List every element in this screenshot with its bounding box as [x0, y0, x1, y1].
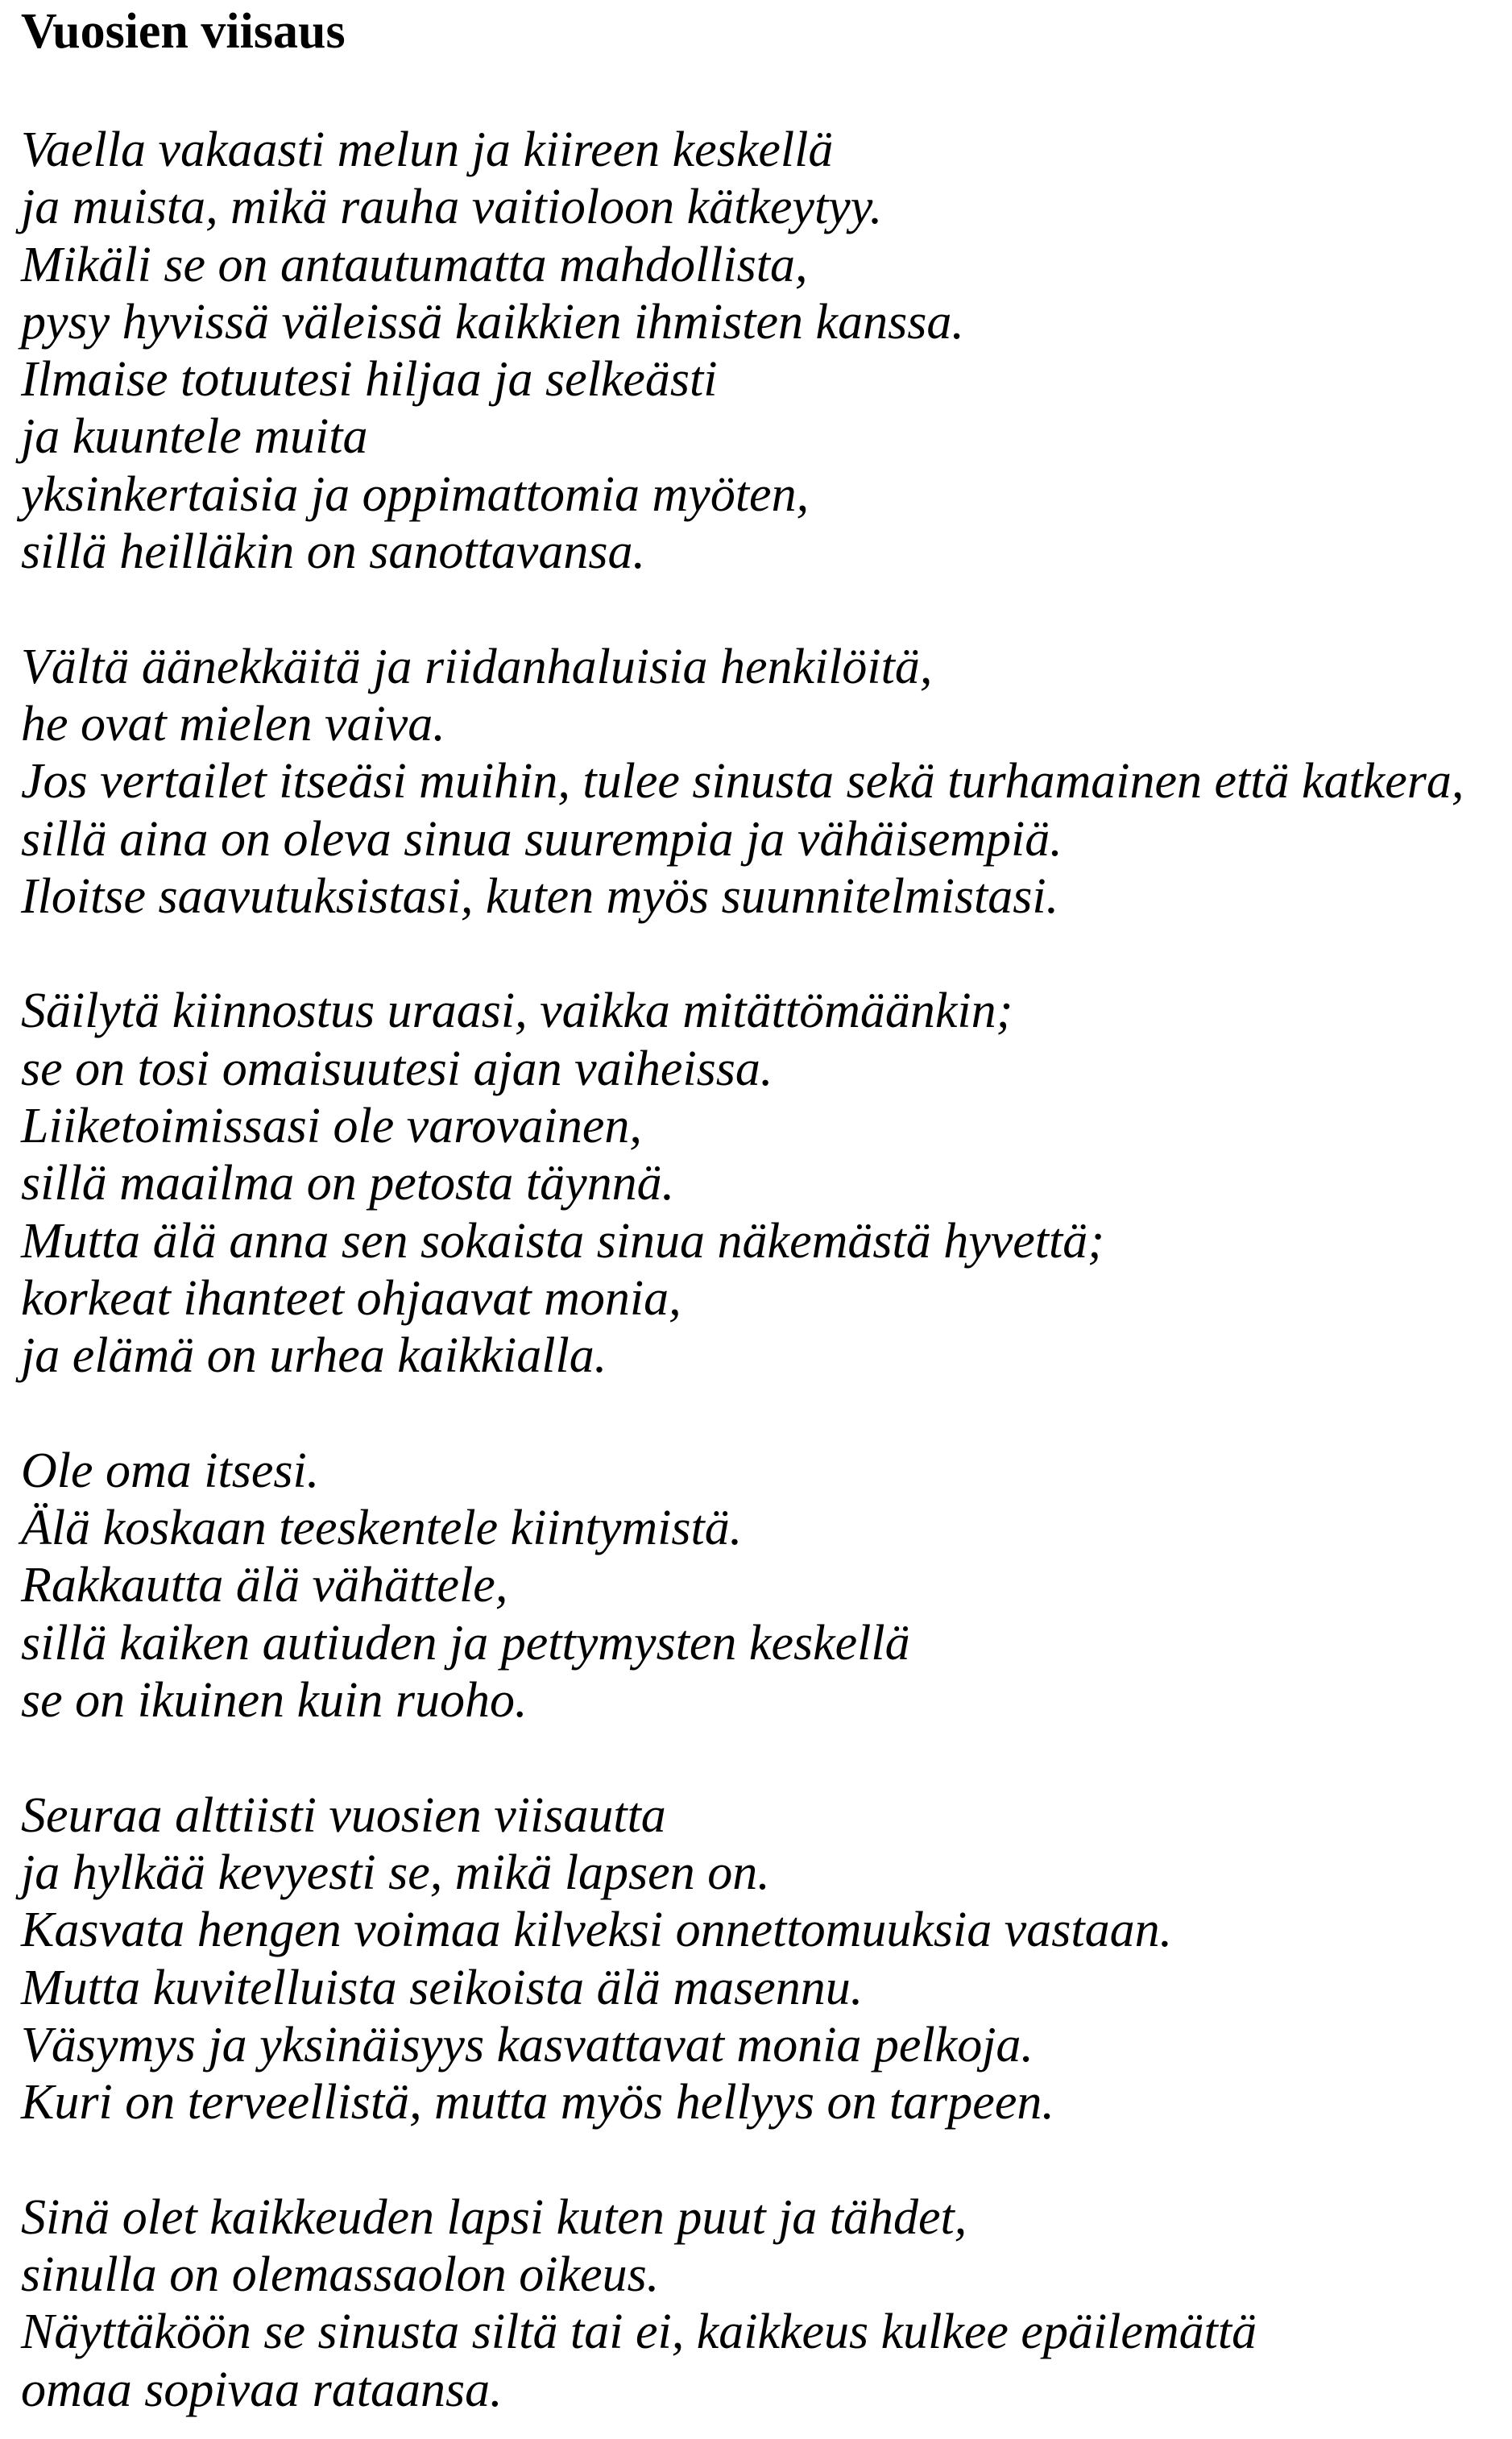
poem-body [21, 122, 1512, 2419]
poem-line: Ole oma itsesi. [21, 1443, 320, 1498]
poem-line: Säilytä kiinnostus uraasi, vaikka mitättömäänkin; [21, 983, 1013, 1039]
poem-line: sillä maailma on petosta täynnä. [21, 1156, 675, 1211]
poem-line: Mutta kuvitelluista seikoista älä masennu. [21, 1960, 864, 2015]
poem-stanza-2 [21, 639, 1512, 925]
poem-line: yksinkertaisia ja oppimattomia myöten, [21, 466, 810, 522]
poem-line: omaa sopivaa rataansa. [21, 2362, 503, 2417]
poem-stanza-4 [21, 1443, 1512, 1729]
poem-line: Rakkautta älä vähättele, [21, 1558, 508, 1613]
poem-line: sillä kaiken autiuden ja pettymysten keskellä [21, 1615, 910, 1671]
poem-line: he ovat mielen vaiva. [21, 696, 445, 752]
poem-line: Mikäli se on antautumatta mahdollista, [21, 237, 808, 292]
poem-line: sinulla on olemassaolon oikeus. [21, 2246, 660, 2302]
poem-line: sillä aina on oleva sinua suurempia ja vähäisempiä. [21, 811, 1063, 867]
poem-stanza-6 [21, 2189, 1512, 2419]
poem-line: Vaella vakaasti melun ja kiireen keskellä [21, 122, 834, 177]
poem-line: Jos vertailet itseäsi muihin, tulee sinusta sekä turhamainen että katkera, [21, 754, 1464, 810]
poem-line: Kasvata hengen voimaa kilveksi onnettomuuksia vastaan. [21, 1903, 1173, 1958]
poem-line: pysy hyvissä väleissä kaikkien ihmisten kanssa. [21, 294, 964, 350]
poem-line: ja elämä on urhea kaikkialla. [21, 1328, 607, 1384]
page-title: Vuosien viisaus [21, 4, 346, 59]
poem-line: Mutta älä anna sen sokaista sinua näkemästä hyvettä; [21, 1213, 1104, 1269]
poem-line: korkeat ihanteet ohjaavat monia, [21, 1270, 681, 1326]
poem-line: ja hylkää kevyesti se, mikä lapsen on. [21, 1845, 770, 1900]
poem-line: Älä koskaan teeskentele kiintymistä. [21, 1501, 743, 1556]
poem-line: ja kuuntele muita [21, 409, 368, 465]
poem-stanza-5 [21, 1787, 1512, 2132]
poem-line: sillä heilläkin on sanottavansa. [21, 524, 645, 580]
poem-line: se on tosi omaisuutesi ajan vaiheissa. [21, 1041, 773, 1096]
poem-line: Liiketoimissasi ole varovainen, [21, 1099, 642, 1154]
poem-line: Iloitse saavutuksistasi, kuten myös suunnitelmistasi. [21, 868, 1059, 924]
poem-line: Väsymys ja yksinäisyys kasvattavat monia pelkoja. [21, 2017, 1034, 2073]
poem-line: Seuraa alttiisti vuosien viisautta [21, 1787, 666, 1843]
poem-line: se on ikuinen kuin ruoho. [21, 1673, 528, 1729]
poem-line: Näyttäköön se sinusta siltä tai ei, kaikkeus kulkee epäilemättä [21, 2304, 1257, 2360]
poem-stanza-1 [21, 122, 1512, 581]
poem-line: Sinä olet kaikkeuden lapsi kuten puut ja tähdet, [21, 2189, 967, 2245]
poem-line: Ilmaise totuutesi hiljaa ja selkeästi [21, 352, 718, 408]
poem-line: Kuri on terveellistä, mutta myös hellyys on tarpeen. [21, 2075, 1054, 2131]
poem-stanza-3 [21, 983, 1512, 1385]
poem-line: Vältä äänekkäitä ja riidanhaluisia henkilöitä, [21, 639, 933, 694]
poem-line: ja muista, mikä rauha vaitioloon kätkeytyy. [21, 180, 883, 235]
